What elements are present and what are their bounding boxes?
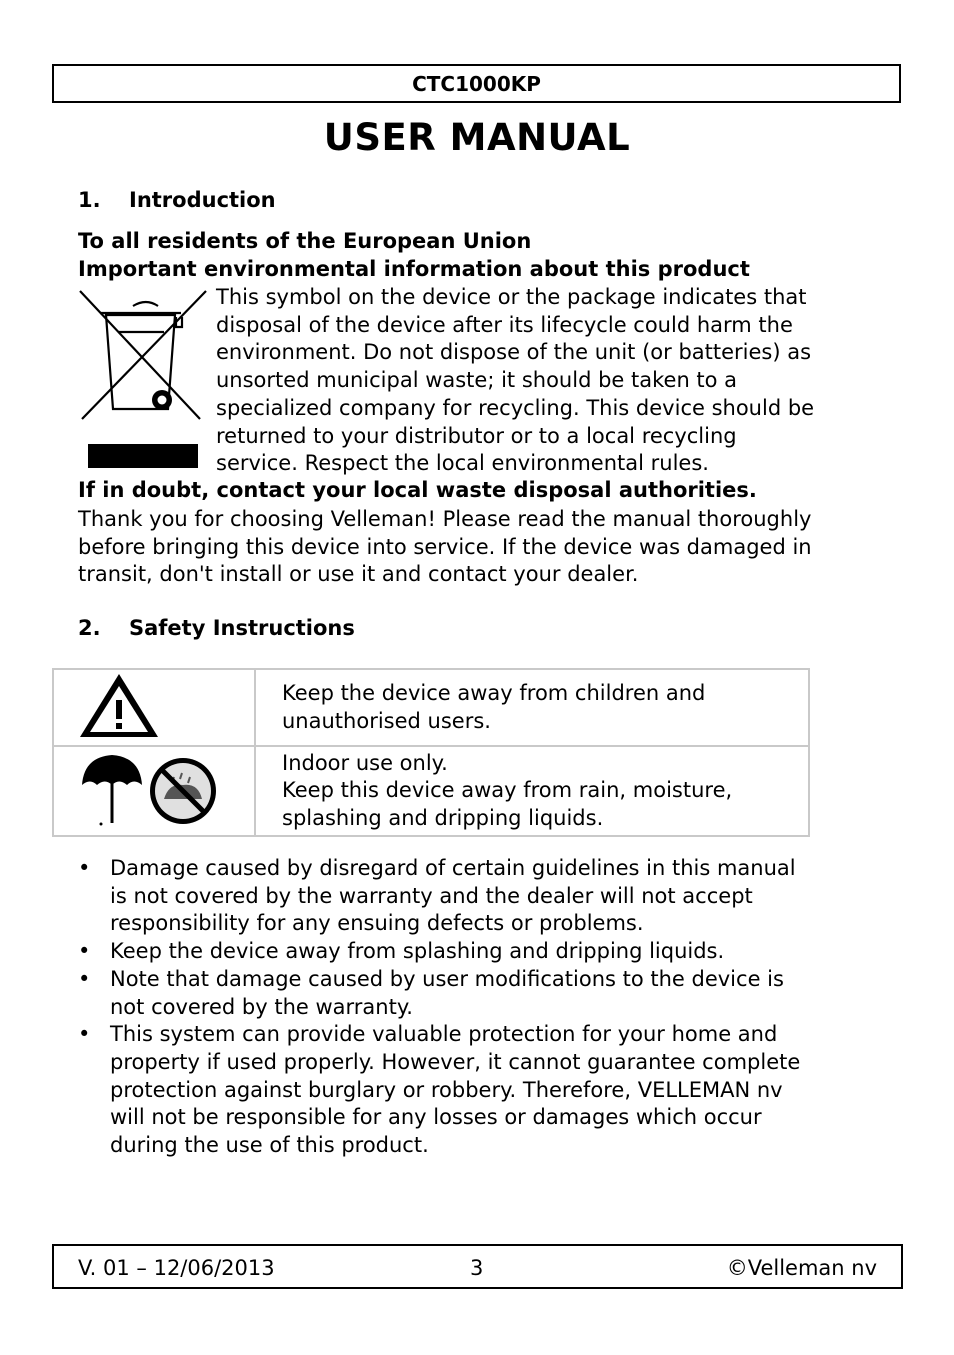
- no-splash-icon: [150, 758, 216, 824]
- list-item: [78, 855, 898, 938]
- text-line: not covered by the warranty.: [110, 994, 413, 1019]
- bullet-icon: •: [78, 966, 91, 991]
- bullet-icon: •: [78, 939, 91, 964]
- text-line: Indoor use only.: [282, 750, 448, 775]
- list-item: [78, 1021, 898, 1160]
- list-item: [78, 966, 898, 1021]
- text-line: disposal of the device after its lifecycle could harm the: [216, 312, 793, 337]
- crossed-bin-icon: [78, 287, 208, 472]
- safety-bullet-list: [78, 855, 898, 1160]
- text-line: Thank you for choosing Velleman! Please read the manual thoroughly: [78, 507, 812, 531]
- text-cell: [255, 746, 809, 836]
- text-line: before bringing this device into service. If the device was damaged in: [78, 534, 812, 559]
- environment-heading: Important environmental information about this product: [78, 257, 750, 281]
- text-line: unauthorised users.: [282, 708, 491, 733]
- text-line: This symbol on the device or the package indicates that: [216, 285, 807, 309]
- text-line: property if used properly. However, it cannot guarantee complete: [110, 1049, 801, 1074]
- footer-box: [52, 1244, 903, 1289]
- text-cell: [255, 669, 809, 746]
- page-title: USER MANUAL: [323, 116, 631, 159]
- text-line: unsorted municipal waste; it should be taken to a: [216, 368, 738, 393]
- header-box: [52, 64, 901, 103]
- safety-table: [52, 668, 810, 837]
- bullet-icon: •: [78, 856, 91, 880]
- bullet-icon: •: [78, 1022, 91, 1047]
- table-row: [53, 746, 809, 836]
- text-line: Damage caused by disregard of certain guidelines in this manual: [110, 856, 796, 880]
- version-date: V. 01 – 12/06/2013: [78, 1256, 275, 1280]
- text-line: service. Respect the local environmental rules.: [216, 451, 709, 476]
- copyright: ©Velleman nv: [726, 1256, 877, 1280]
- section-heading-safety: [78, 616, 355, 640]
- text-line: Keep the device away from children and: [282, 681, 706, 705]
- text-line: splashing and dripping liquids.: [282, 805, 604, 830]
- text-line: Keep the device away from splashing and dripping liquids.: [110, 939, 725, 964]
- section-number: 1.: [78, 188, 101, 212]
- text-line: responsibility for any ensuing defects or problems.: [110, 911, 644, 936]
- text-line: specialized company for recycling. This device should be: [216, 395, 815, 420]
- text-line: This system can provide valuable protection for your home and: [110, 1022, 778, 1047]
- warning-triangle-icon: [54, 670, 254, 741]
- text-line: Note that damage caused by user modifications to the device is: [110, 966, 784, 991]
- text-line: returned to your distributor or to a local recycling: [216, 423, 737, 448]
- umbrella-icon: [82, 755, 142, 826]
- doubt-notice: If in doubt, contact your local waste disposal authorities.: [78, 478, 757, 502]
- text-line: transit, don't install or use it and contact your dealer.: [78, 562, 639, 587]
- text-line: will not be responsible for any losses or damages which occur: [110, 1105, 762, 1130]
- thanks-paragraph: [78, 506, 898, 589]
- icon-cell: [53, 669, 255, 746]
- text-line: Keep this device away from rain, moisture,: [282, 778, 733, 803]
- section-title: Safety Instructions: [129, 616, 355, 640]
- list-item: [78, 938, 898, 966]
- section-heading-introduction: [78, 188, 276, 212]
- table-row: [53, 669, 809, 746]
- text-line: during the use of this product.: [110, 1133, 429, 1158]
- text-line: protection against burglary or robbery. Therefore, VELLEMAN nv: [110, 1077, 783, 1102]
- eu-heading: To all residents of the European Union: [78, 229, 532, 253]
- section-title: Introduction: [129, 188, 276, 212]
- text-line: is not covered by the warranty and the dealer will not accept: [110, 883, 753, 908]
- model-name: CTC1000KP: [412, 71, 541, 96]
- indoor-use-icon: [54, 747, 254, 831]
- page-number: 3: [470, 1256, 484, 1280]
- weee-paragraph: [216, 284, 916, 478]
- section-number: 2.: [78, 616, 101, 640]
- text-line: environment. Do not dispose of the unit (or batteries) as: [216, 340, 812, 365]
- icon-cell: [53, 746, 255, 836]
